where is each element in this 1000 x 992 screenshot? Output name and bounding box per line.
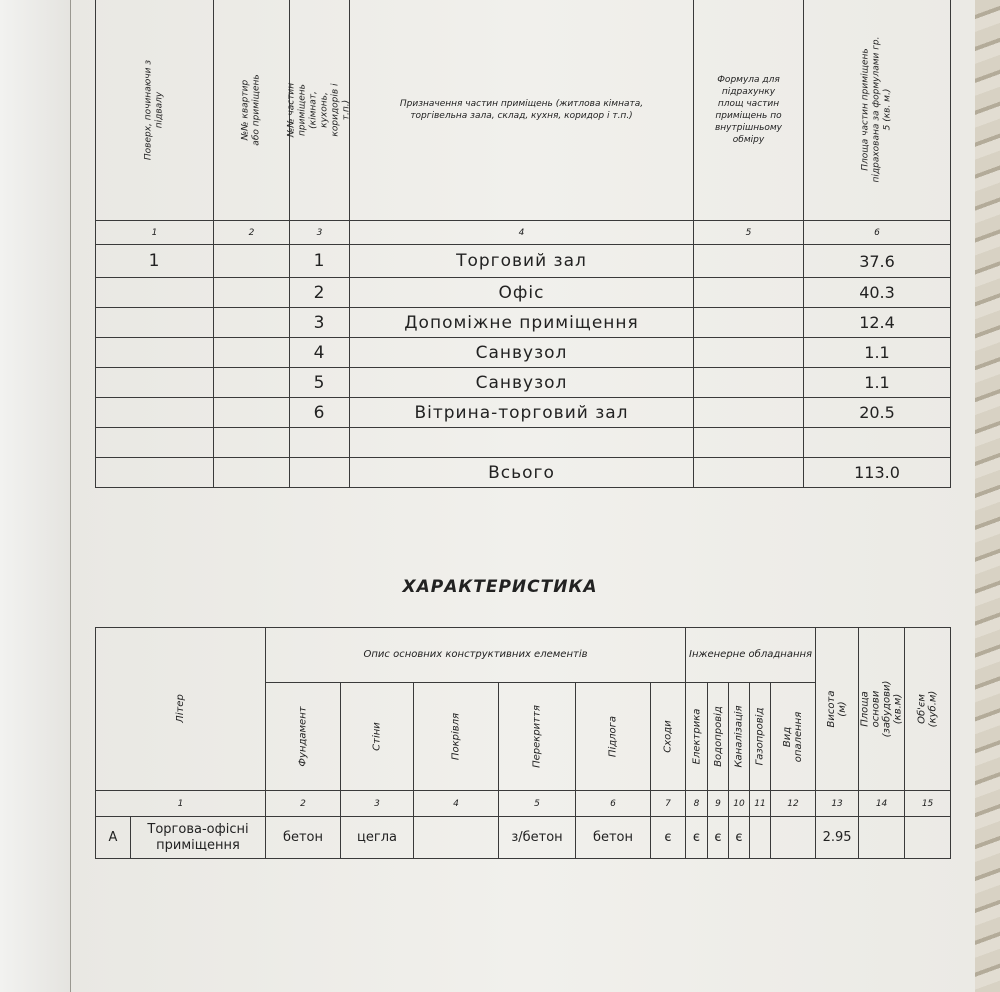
col-number: 1 <box>96 221 214 245</box>
flooring-cell: бетон <box>576 817 651 859</box>
header-stairs: Сходи <box>651 683 686 791</box>
height-cell: 2.95 <box>816 817 859 859</box>
formula-cell <box>694 245 804 278</box>
header-base-area: Площа основи (забудови) (кв.м) <box>859 628 905 791</box>
header-height: Висота (м) <box>816 628 859 791</box>
table-row <box>96 245 951 278</box>
header-gas: Газопровід <box>750 683 771 791</box>
total-value: 113.0 <box>804 458 951 488</box>
char-column-numbers <box>96 791 951 817</box>
header-foundation: Фундамент <box>266 683 341 791</box>
background-right <box>975 0 1000 992</box>
header-heating: Вид опалення <box>771 683 816 791</box>
purpose-cell: Вітрина-торговий зал <box>350 398 694 428</box>
area-cell: 40.3 <box>804 278 951 308</box>
table-row <box>96 278 951 308</box>
total-empty-cell <box>96 458 214 488</box>
total-empty-cell <box>290 458 350 488</box>
roof-cell <box>414 817 499 859</box>
col-number: 2 <box>266 791 341 817</box>
water-cell: є <box>708 817 729 859</box>
col-number: 3 <box>341 791 414 817</box>
sewer-cell: є <box>729 817 750 859</box>
liter-cell: А <box>96 817 131 859</box>
header-room-number: №№ частин приміщень (кімнат, кухонь, коридорів і т.п.) <box>290 0 350 221</box>
header-purpose: Призначення частин приміщень (житлова кімната, торгівельна зала, склад, кухня, коридор і т.п.) <box>350 0 694 221</box>
formula-cell <box>694 398 804 428</box>
purpose-cell: Санвузол <box>350 368 694 398</box>
col-number: 3 <box>290 221 350 245</box>
col-number: 13 <box>816 791 859 817</box>
col-number: 11 <box>750 791 771 817</box>
gas-cell <box>750 817 771 859</box>
formula-cell <box>694 308 804 338</box>
header-sewer: Каналізація <box>729 683 750 791</box>
rooms-table <box>95 0 951 488</box>
col-number: 8 <box>686 791 708 817</box>
room-number-cell: 2 <box>290 278 350 308</box>
characteristics-table <box>95 627 951 859</box>
header-liter: Літер <box>96 628 266 791</box>
purpose-cell <box>350 428 694 458</box>
total-row <box>96 458 951 488</box>
purpose-cell: Офіс <box>350 278 694 308</box>
room-number-cell <box>290 428 350 458</box>
col-number: 5 <box>499 791 576 817</box>
apartment-cell <box>214 278 290 308</box>
floor-cell <box>96 308 214 338</box>
purpose-cell: Санвузол <box>350 338 694 368</box>
walls-cell: цегла <box>341 817 414 859</box>
col-number: 12 <box>771 791 816 817</box>
header-volume: Об'єм (куб.м) <box>905 628 951 791</box>
table-row <box>96 308 951 338</box>
room-number-cell: 4 <box>290 338 350 368</box>
col-number: 6 <box>576 791 651 817</box>
col-number: 9 <box>708 791 729 817</box>
base-area-cell <box>859 817 905 859</box>
col-number: 1 <box>96 791 266 817</box>
room-number-cell: 6 <box>290 398 350 428</box>
col-number: 6 <box>804 221 951 245</box>
area-cell <box>804 428 951 458</box>
electricity-cell: є <box>686 817 708 859</box>
stairs-cell: є <box>651 817 686 859</box>
header-walls: Стіни <box>341 683 414 791</box>
apartment-cell <box>214 398 290 428</box>
total-empty-cell <box>694 458 804 488</box>
floor-cell <box>96 368 214 398</box>
col-number: 4 <box>414 791 499 817</box>
formula-cell <box>694 428 804 458</box>
header-apartment: №№ квартир або приміщень <box>214 0 290 221</box>
col-number: 2 <box>214 221 290 245</box>
header-engineering-group: Інженерне обладнання <box>686 628 816 683</box>
col-number: 10 <box>729 791 750 817</box>
col-number: 14 <box>859 791 905 817</box>
table-row <box>96 368 951 398</box>
foundation-cell: бетон <box>266 817 341 859</box>
header-ceiling: Перекриття <box>499 683 576 791</box>
header-roof: Покрівля <box>414 683 499 791</box>
table-row <box>96 338 951 368</box>
table-row <box>96 817 951 859</box>
col-number: 4 <box>350 221 694 245</box>
floor-cell <box>96 398 214 428</box>
rooms-header-row <box>96 0 951 221</box>
room-number-cell: 1 <box>290 245 350 278</box>
col-number: 7 <box>651 791 686 817</box>
apartment-cell <box>214 308 290 338</box>
apartment-cell <box>214 368 290 398</box>
background-left <box>0 0 70 992</box>
heating-cell <box>771 817 816 859</box>
header-formula: Формула для підрахунку площ частин приміщень по внутрішньому обміру <box>694 0 804 221</box>
header-flooring: Підлога <box>576 683 651 791</box>
col-number: 15 <box>905 791 951 817</box>
total-label: Всього <box>350 458 694 488</box>
header-floor: Поверх, починаючи з підвалу <box>96 0 214 221</box>
formula-cell <box>694 278 804 308</box>
formula-cell <box>694 338 804 368</box>
area-cell: 1.1 <box>804 368 951 398</box>
area-cell: 37.6 <box>804 245 951 278</box>
header-construction-group: Опис основних конструктивних елементів <box>266 628 686 683</box>
volume-cell <box>905 817 951 859</box>
apartment-cell <box>214 245 290 278</box>
area-cell: 20.5 <box>804 398 951 428</box>
floor-cell: 1 <box>96 245 214 278</box>
col-number: 5 <box>694 221 804 245</box>
total-empty-cell <box>214 458 290 488</box>
floor-cell <box>96 338 214 368</box>
floor-cell <box>96 278 214 308</box>
building-name-cell: Торгова-офісні приміщення <box>131 817 266 859</box>
table-row <box>96 428 951 458</box>
room-number-cell: 3 <box>290 308 350 338</box>
ceiling-cell: з/бетон <box>499 817 576 859</box>
purpose-cell: Торговий зал <box>350 245 694 278</box>
purpose-cell: Допоміжне приміщення <box>350 308 694 338</box>
header-water: Водопровід <box>708 683 729 791</box>
apartment-cell <box>214 428 290 458</box>
rooms-column-numbers <box>96 221 951 245</box>
header-electricity: Електрика <box>686 683 708 791</box>
apartment-cell <box>214 338 290 368</box>
room-number-cell: 5 <box>290 368 350 398</box>
area-cell: 12.4 <box>804 308 951 338</box>
floor-cell <box>96 428 214 458</box>
area-cell: 1.1 <box>804 338 951 368</box>
section-title: ХАРАКТЕРИСТИКА <box>402 577 598 597</box>
header-area: Площа частин приміщень підрахована за формулами гр. 5 (кв. м.) <box>804 0 951 221</box>
formula-cell <box>694 368 804 398</box>
table-row <box>96 398 951 428</box>
